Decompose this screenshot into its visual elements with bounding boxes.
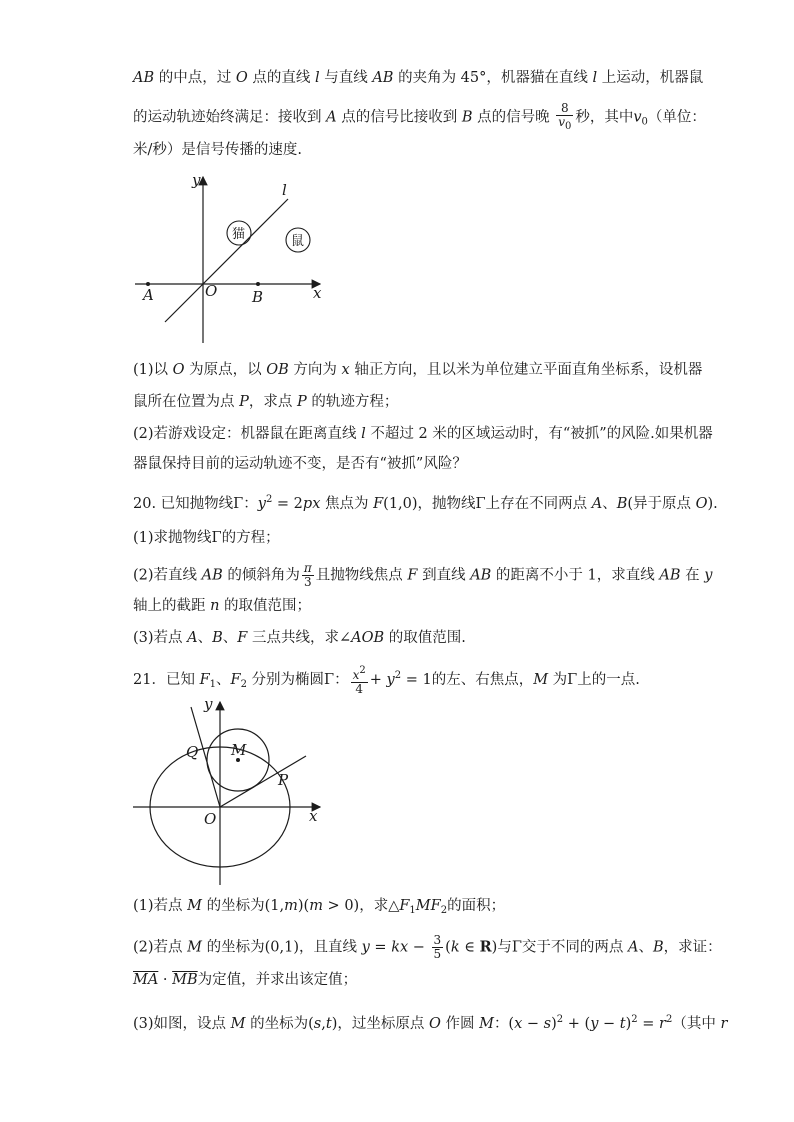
text: O xyxy=(172,362,185,378)
text: l xyxy=(592,70,598,86)
text: F xyxy=(399,898,410,914)
text: O xyxy=(428,1016,441,1032)
text: 的夹角为 45°，机器猫在直线 xyxy=(393,70,593,86)
figure-ellipse xyxy=(128,690,328,890)
text: (1)求抛物线Γ的方程； xyxy=(133,530,280,546)
fraction-x2-over-4 xyxy=(351,664,368,696)
text: s xyxy=(313,1016,322,1032)
line-l xyxy=(165,199,288,322)
text: 1 xyxy=(209,679,216,690)
text: A xyxy=(591,496,603,512)
point-b xyxy=(256,282,260,286)
fraction-8-over-v0 xyxy=(556,102,573,133)
text: > 0)，求△ xyxy=(322,898,400,914)
text: 点的信号晚 xyxy=(472,109,550,126)
text: F xyxy=(237,630,248,646)
text: m xyxy=(309,898,323,914)
text: , xyxy=(321,1016,326,1032)
text: Γ xyxy=(233,496,244,512)
q21-part2-line-1 xyxy=(133,934,722,961)
text: px xyxy=(302,496,321,512)
denominator: 3 xyxy=(304,575,312,589)
text: y xyxy=(704,567,713,584)
text: 鼠所在位置为点 xyxy=(133,394,240,410)
text: = xyxy=(637,1016,660,1032)
label-o: O xyxy=(205,282,218,300)
fraction-pi-over-3 xyxy=(302,562,314,589)
text: l xyxy=(361,426,366,442)
text: + xyxy=(369,672,387,688)
text: Γ xyxy=(567,672,578,688)
label-mouse: 鼠 xyxy=(291,234,305,249)
text: y xyxy=(386,672,395,688)
text: 的坐标为 xyxy=(202,898,265,914)
text: 分别为椭圆 xyxy=(246,672,325,688)
text: M xyxy=(479,1016,494,1032)
text: 到直线 xyxy=(417,567,471,584)
label-x: x xyxy=(309,807,318,825)
text: ) xyxy=(625,1016,632,1032)
text: 的中点，过 xyxy=(154,70,236,86)
text: 器鼠保持目前的运动轨迹不变，是否有“被抓”风险？ xyxy=(133,456,467,472)
text: F xyxy=(230,672,241,688)
text: 在 xyxy=(680,567,705,584)
text: 上的一点. xyxy=(577,672,640,688)
denominator: 4 xyxy=(355,682,363,696)
text: (2)若游戏设定：机器鼠在距离直线 xyxy=(133,426,362,442)
text: 20. 已知抛物线 xyxy=(133,496,234,512)
label-x: x xyxy=(313,284,322,302)
label-m: M xyxy=(231,741,247,759)
text: OB xyxy=(266,362,289,378)
text: 、 xyxy=(197,630,213,646)
figure-cat-mouse xyxy=(130,165,340,350)
q19-part1-line-1 xyxy=(133,360,702,380)
text: 的取值范围. xyxy=(384,630,466,646)
q21-part2-line-2 xyxy=(133,970,357,990)
q20-part2-line-2 xyxy=(133,596,311,616)
text: 的轨迹方程； xyxy=(306,394,399,410)
text: · xyxy=(158,972,173,988)
text: P xyxy=(296,394,307,410)
text: 不超过 2 米的区域运动时，有“被抓”的风险.如果机器 xyxy=(365,426,713,442)
text: r xyxy=(720,1016,728,1032)
text: B xyxy=(616,496,628,512)
text: (1,0) xyxy=(383,496,418,512)
text: k xyxy=(450,939,460,956)
text: ). xyxy=(707,496,718,512)
q19-part1-line-2 xyxy=(133,392,398,412)
text: 三点共线，求∠ xyxy=(247,630,352,646)
text: (3)若点 xyxy=(133,630,188,646)
denominator-sub: 0 xyxy=(564,121,572,132)
label-q: Q xyxy=(186,743,199,761)
q20-heading xyxy=(133,490,718,514)
text: (2)若点 xyxy=(133,939,188,956)
text: 2 xyxy=(631,1014,638,1025)
text: 2 xyxy=(394,670,402,681)
text: 的面积； xyxy=(447,898,506,914)
text: 2 xyxy=(556,1014,564,1025)
text: 的运动轨迹始终满足：接收到 xyxy=(133,109,327,126)
text: 且抛物线焦点 xyxy=(315,567,408,584)
label-l: l xyxy=(282,181,287,199)
numerator: 3 xyxy=(433,933,442,947)
fraction-3-over-5 xyxy=(432,934,444,961)
text: (2)若直线 xyxy=(133,567,202,584)
text: t xyxy=(325,1016,332,1032)
text: 2 xyxy=(440,905,448,916)
label-a: A xyxy=(143,286,154,304)
text: B xyxy=(212,630,223,646)
q20-part2-line-1 xyxy=(133,562,712,589)
text: 、 xyxy=(638,939,653,956)
text: − xyxy=(598,1016,620,1032)
text: y xyxy=(257,496,266,512)
q21-part1 xyxy=(133,896,505,921)
text: ∈ xyxy=(459,939,480,956)
text: B xyxy=(461,109,473,126)
text: (3)如图，设点 xyxy=(133,1016,231,1032)
denominator: 5 xyxy=(433,947,442,961)
text: 轴正方向，且以米为单位建立平面直角坐标系，设机器 xyxy=(349,362,703,378)
text: ) xyxy=(551,1016,557,1032)
text: 上存在不同两点 xyxy=(485,496,592,512)
text: r xyxy=(659,1016,666,1032)
text: )( xyxy=(297,898,310,914)
text: ：( xyxy=(493,1016,515,1032)
text: F xyxy=(199,672,210,688)
text: P xyxy=(239,394,249,410)
text: O xyxy=(695,496,708,512)
text: A xyxy=(326,109,337,126)
text: − xyxy=(408,939,430,956)
text: (1)若点 xyxy=(133,898,188,914)
text: 轴上的截距 xyxy=(133,598,211,614)
tangent-op xyxy=(220,756,306,807)
text: 、 xyxy=(216,672,231,688)
text: 的倾斜角为 xyxy=(222,567,300,584)
text: 秒，其中 xyxy=(575,109,634,126)
text: 2 xyxy=(240,679,247,690)
text: (1)以 xyxy=(133,362,173,378)
q20-part3 xyxy=(133,628,466,648)
text: )与Γ交于不同的两点 xyxy=(491,939,628,956)
text: (1, xyxy=(264,898,285,914)
text: y xyxy=(361,939,370,956)
q19-part2-line-1 xyxy=(133,424,713,444)
text: AB xyxy=(470,567,492,584)
text: AB xyxy=(659,567,681,584)
numerator: π xyxy=(303,561,312,575)
vector-mb: $\overline{MB}$ xyxy=(172,972,198,988)
q21-part3 xyxy=(133,1010,727,1034)
text: 2 xyxy=(265,494,273,505)
text: MF xyxy=(415,898,441,914)
q19-line-3 xyxy=(133,140,302,160)
text: 的坐标为 xyxy=(245,1016,309,1032)
text: AB xyxy=(372,70,394,86)
text: 0 xyxy=(641,116,648,128)
text: M xyxy=(533,672,549,688)
text: M xyxy=(230,1016,246,1032)
text: 上运动，机器鼠 xyxy=(597,70,704,86)
text: AB xyxy=(201,567,223,584)
text: ，过坐标原点 xyxy=(337,1016,429,1032)
text: 、 xyxy=(222,630,238,646)
label-b: B xyxy=(252,288,264,306)
text: F xyxy=(373,496,384,512)
text: l xyxy=(314,70,320,86)
text: 、 xyxy=(602,496,617,512)
vector-ma: $\overline{MA}$ xyxy=(133,972,159,988)
numerator-sup: 2 xyxy=(359,665,366,676)
text: AOB xyxy=(351,630,385,646)
text: n xyxy=(210,598,220,614)
text: M xyxy=(187,898,203,914)
text: F xyxy=(407,567,418,584)
text: = xyxy=(369,939,392,956)
text: A xyxy=(187,630,198,646)
text: 为定值，并求出该定值； xyxy=(197,972,358,988)
text: ( xyxy=(445,939,451,956)
text: + ( xyxy=(563,1016,591,1032)
text: 为原点，以 xyxy=(184,362,267,378)
text: 方向为 xyxy=(288,362,342,378)
text: A xyxy=(627,939,639,956)
text: 点的信号比接收到 xyxy=(336,109,462,126)
text: − xyxy=(522,1016,544,1032)
text: Γ xyxy=(475,496,486,512)
text: 焦点为 xyxy=(320,496,374,512)
label-y: y xyxy=(192,171,201,189)
text: y xyxy=(590,1016,599,1032)
label-p: P xyxy=(278,771,289,789)
q19-part2-line-2 xyxy=(133,454,467,474)
label-o: O xyxy=(204,810,217,828)
text: 米/秒）是信号传播的速度. xyxy=(133,142,302,158)
q19-line-1 xyxy=(133,68,703,88)
text: x xyxy=(514,1016,523,1032)
text: R xyxy=(479,938,492,956)
text: 点的直线 xyxy=(247,70,315,86)
text: ，抛物线 xyxy=(417,496,476,512)
text: ，求证： xyxy=(663,939,722,956)
text: = 1的左、右焦点， xyxy=(401,672,534,688)
text: 2 xyxy=(665,1014,673,1025)
numerator-var: x xyxy=(352,668,360,682)
text: 的取值范围； xyxy=(219,598,312,614)
text: ： xyxy=(243,496,258,512)
text: ，求点 xyxy=(248,394,297,410)
text: AB xyxy=(133,70,155,86)
text: 的坐标为 xyxy=(202,939,265,956)
text: 为 xyxy=(548,672,568,688)
text: 作圆 xyxy=(440,1016,480,1032)
text: Γ： xyxy=(324,672,349,688)
text: 与直线 xyxy=(319,70,373,86)
numerator: 8 xyxy=(556,102,573,116)
q20-part1 xyxy=(133,528,280,548)
text: = 2 xyxy=(272,496,303,512)
text: O xyxy=(235,70,248,86)
text: kx xyxy=(391,939,409,956)
text: m xyxy=(284,898,298,914)
text: (异于原点 xyxy=(627,496,696,512)
text: 1 xyxy=(409,905,416,916)
label-cat: 猫 xyxy=(232,227,246,242)
text: 21．已知 xyxy=(133,672,200,688)
q19-line-2 xyxy=(133,102,706,133)
text: ，且直线 xyxy=(299,939,362,956)
text: M xyxy=(187,939,203,956)
text: v xyxy=(633,109,642,126)
text: 的距离不小于 1，求直线 xyxy=(491,567,660,584)
label-y: y xyxy=(204,695,213,713)
text: t xyxy=(619,1016,626,1032)
denominator-var: v xyxy=(558,115,565,129)
text: （单位： xyxy=(647,109,706,126)
text: （其中 xyxy=(672,1016,721,1032)
text: ) xyxy=(331,1016,338,1032)
text: B xyxy=(652,939,664,956)
text: x xyxy=(341,362,350,378)
text: (0,1) xyxy=(264,939,299,956)
text: s xyxy=(543,1016,552,1032)
text: ( xyxy=(308,1016,314,1032)
